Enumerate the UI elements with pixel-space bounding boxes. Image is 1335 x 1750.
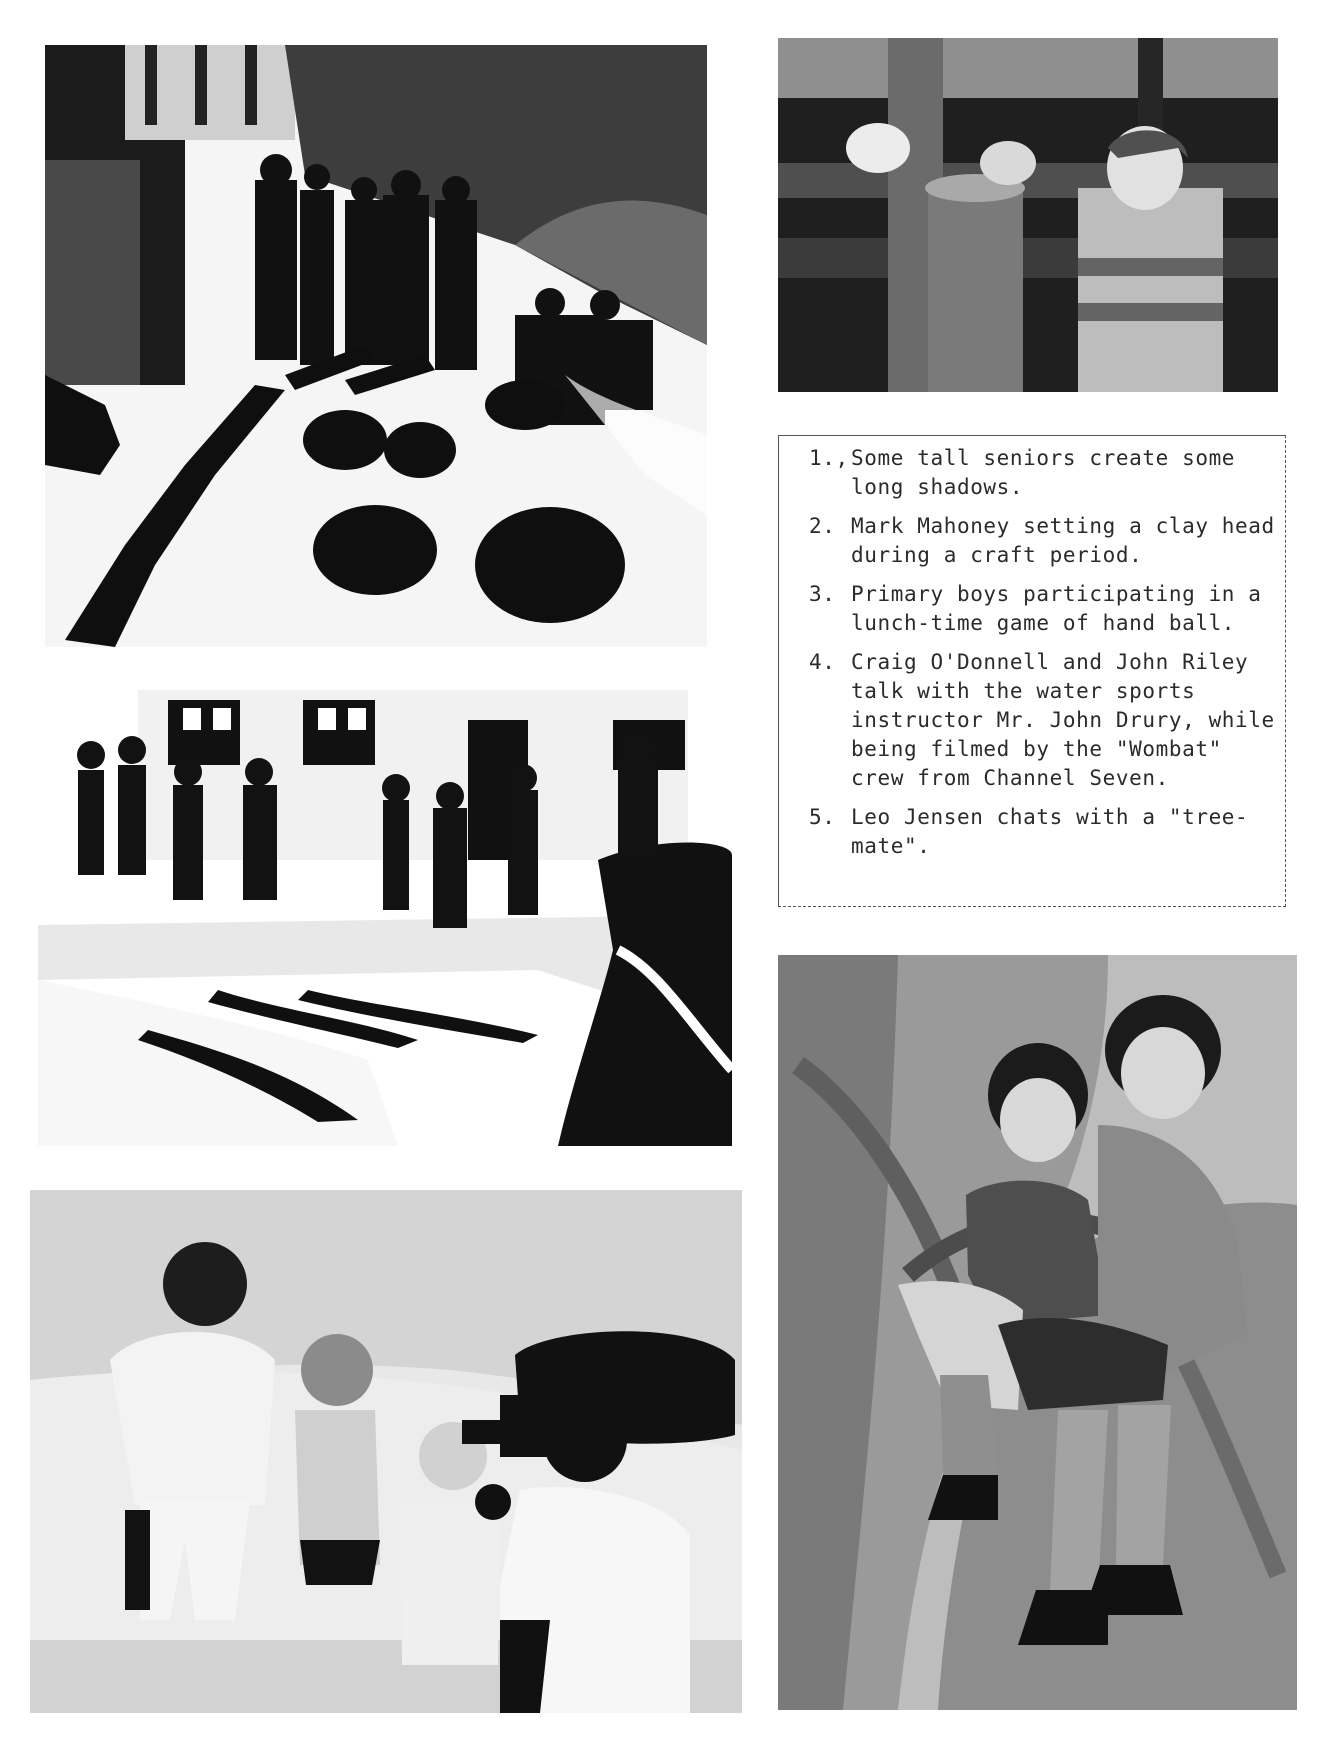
caption-text: Craig O'Donnell and John Riley talk with the water sports instructor Mr. John Drury, while being filmed by the "Wombat" crew from Channel Seven. bbox=[851, 650, 1289, 790]
caption-box bbox=[778, 435, 1289, 907]
caption-item-5 bbox=[809, 803, 1279, 861]
water-sports-crew-image bbox=[30, 1190, 742, 1713]
tree-mates-image bbox=[778, 955, 1297, 1710]
caption-number: 1., bbox=[809, 446, 849, 470]
hand-ball-image bbox=[38, 690, 732, 1146]
caption-text: Some tall seniors create some long shadows. bbox=[851, 446, 1249, 499]
clay-head-image bbox=[778, 38, 1278, 392]
photo-tree-mates bbox=[778, 955, 1297, 1710]
photo-clay-head bbox=[778, 38, 1278, 392]
caption-item-3 bbox=[809, 580, 1279, 638]
photo-seniors-shadows bbox=[45, 45, 707, 647]
photo-hand-ball bbox=[38, 690, 732, 1146]
caption-item-2 bbox=[809, 512, 1289, 570]
caption-text: Mark Mahoney setting a clay head during a craft period. bbox=[851, 514, 1289, 567]
photo-water-sports-crew bbox=[30, 1190, 742, 1713]
caption-number: 4. bbox=[809, 650, 836, 674]
caption-item-1 bbox=[809, 444, 1279, 502]
caption-text: Primary boys participating in a lunch-time game of hand ball. bbox=[851, 582, 1275, 635]
caption-list bbox=[779, 436, 1289, 861]
caption-text: Leo Jensen chats with a "tree-mate". bbox=[851, 805, 1249, 858]
caption-number: 3. bbox=[809, 582, 836, 606]
caption-item-4 bbox=[809, 648, 1289, 793]
seniors-shadows-image bbox=[45, 45, 707, 647]
caption-number: 5. bbox=[809, 805, 836, 829]
caption-number: 2. bbox=[809, 514, 836, 538]
